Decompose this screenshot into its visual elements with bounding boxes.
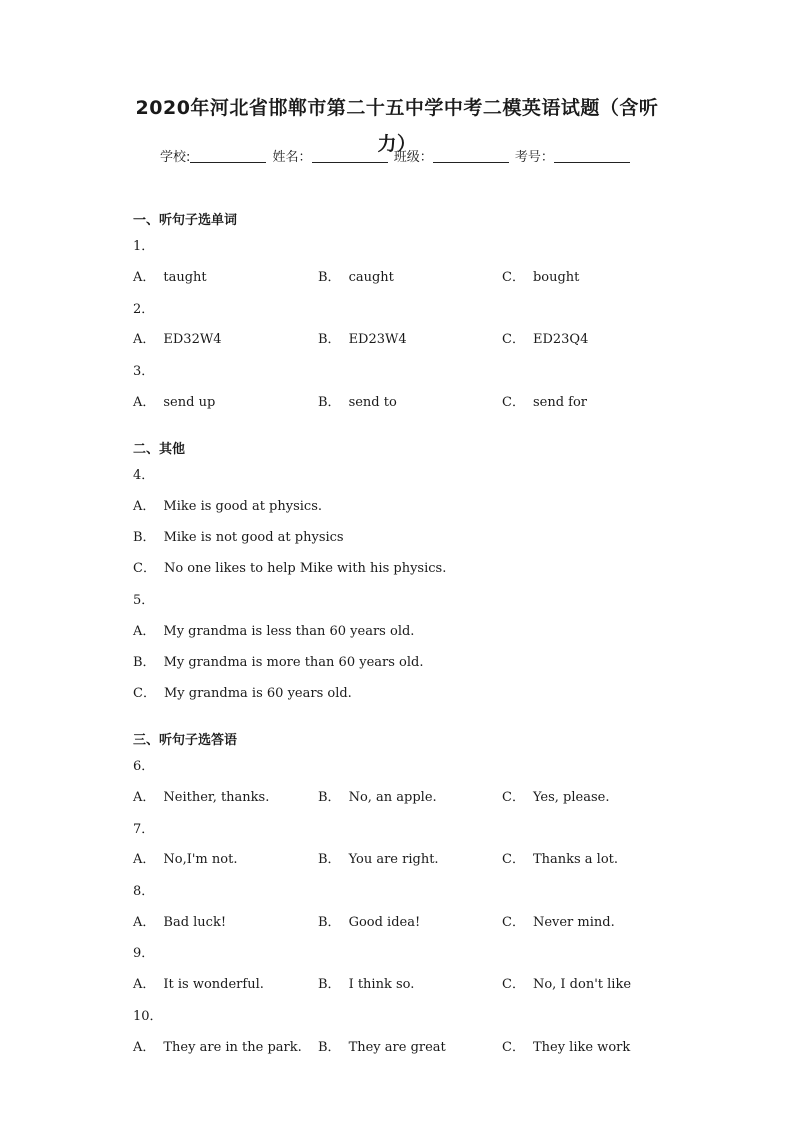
student-info-row [160, 146, 632, 165]
title-line-2: 力） [377, 133, 417, 155]
option-b [318, 911, 420, 930]
option-text: send up [163, 395, 216, 410]
option-letter: C． [502, 790, 525, 805]
option-b [318, 266, 394, 285]
option-letter: C． [502, 332, 525, 347]
option-text: Good idea! [348, 915, 421, 930]
option-a [133, 911, 226, 930]
option-text: Never mind. [532, 915, 615, 930]
question-number: 7． [133, 822, 155, 837]
option-letter: B． [318, 1040, 341, 1055]
option-text: No, I don't like [532, 977, 632, 992]
option-text: No, an apple. [348, 790, 437, 805]
option-a [133, 973, 264, 992]
option-text: Bad luck! [163, 915, 227, 930]
option-c [502, 328, 588, 347]
option-a [133, 786, 269, 805]
section-title: 二、其他 [133, 442, 186, 457]
option-letter: A． [133, 499, 156, 514]
option-b [318, 1036, 446, 1055]
option-letter: C． [133, 686, 156, 701]
option-text: No,I'm not. [163, 852, 238, 867]
question-number: 1． [133, 239, 155, 254]
option-text: taught [163, 270, 207, 285]
question-number: 2． [133, 302, 155, 317]
option-letter: A． [133, 270, 156, 285]
option-text: send to [348, 395, 397, 410]
option-letter: B． [133, 530, 156, 545]
option-b [133, 526, 344, 545]
option-c [502, 391, 587, 410]
option-letter: B． [133, 655, 156, 670]
option-text: ED23W4 [348, 332, 407, 347]
option-text: caught [348, 270, 394, 285]
option-letter: A． [133, 790, 156, 805]
name-blank[interactable] [312, 162, 388, 163]
section-title: 三、听句子选答语 [133, 733, 238, 748]
option-text: ED32W4 [163, 332, 222, 347]
question-number: 4． [133, 468, 155, 483]
option-a [133, 266, 207, 285]
option-text: My grandma is 60 years old. [163, 686, 352, 701]
option-text: Mike is good at physics. [163, 499, 323, 514]
option-text: Yes, please. [532, 790, 610, 805]
option-b [318, 973, 414, 992]
option-c [133, 682, 352, 701]
question-number: 6． [133, 759, 155, 774]
option-text: My grandma is more than 60 years old. [163, 655, 424, 670]
option-c [502, 848, 618, 867]
option-letter: A． [133, 1040, 156, 1055]
question-number: 3． [133, 364, 155, 379]
section-title: 一、听句子选单词 [133, 213, 238, 228]
option-a [133, 848, 237, 867]
option-c [502, 266, 579, 285]
option-text: Neither, thanks. [163, 790, 270, 805]
option-c [502, 786, 609, 805]
option-text: bought [532, 270, 580, 285]
option-letter: C． [502, 395, 525, 410]
option-letter: B． [318, 395, 341, 410]
option-text: ED23Q4 [532, 332, 589, 347]
option-text: They are great [348, 1040, 446, 1055]
option-letter: A． [133, 852, 156, 867]
name-label: 姓名： [272, 150, 312, 165]
option-b [133, 651, 423, 670]
option-letter: B． [318, 332, 341, 347]
option-c [502, 1036, 630, 1055]
option-b [318, 786, 437, 805]
question-number: 5． [133, 593, 155, 608]
option-letter: B． [318, 977, 341, 992]
question-number: 9． [133, 946, 155, 961]
option-letter: C． [502, 270, 525, 285]
school-blank[interactable] [190, 162, 266, 163]
question-number: 10． [133, 1009, 163, 1024]
option-a [133, 328, 221, 347]
question-number: 8． [133, 884, 155, 899]
option-letter: A． [133, 915, 156, 930]
option-b [318, 328, 407, 347]
exam-number-label: 考号： [514, 150, 554, 165]
option-letter: A． [133, 332, 156, 347]
option-a [133, 391, 215, 410]
option-letter: C． [502, 852, 525, 867]
option-text: They are in the park. [163, 1040, 302, 1055]
option-letter: B． [318, 852, 341, 867]
option-letter: C． [502, 915, 525, 930]
option-letter: C． [502, 977, 525, 992]
option-text: I think so. [348, 977, 415, 992]
option-text: You are right. [348, 852, 439, 867]
option-c [502, 911, 615, 930]
option-c [502, 973, 631, 992]
option-letter: C． [133, 561, 156, 576]
class-label: 班级： [393, 150, 433, 165]
option-text: send for [532, 395, 587, 410]
option-b [318, 848, 439, 867]
option-text: Thanks a lot. [532, 852, 619, 867]
school-label: 学校: [160, 150, 191, 165]
option-a [133, 1036, 302, 1055]
option-text: My grandma is less than 60 years old. [163, 624, 415, 639]
option-letter: B． [318, 270, 341, 285]
option-a [133, 620, 414, 639]
option-c [133, 557, 446, 576]
option-text: No one likes to help Mike with his physics. [163, 561, 447, 576]
option-text: It is wonderful. [163, 977, 264, 992]
title-line-1: 2020年河北省邯郸市第二十五中学中考二模英语试题（含听 [135, 97, 659, 119]
option-letter: A． [133, 624, 156, 639]
option-letter: B． [318, 915, 341, 930]
option-a [133, 495, 322, 514]
class-blank[interactable] [433, 162, 509, 163]
option-b [318, 391, 397, 410]
option-letter: A． [133, 977, 156, 992]
option-text: They like work [532, 1040, 631, 1055]
option-letter: A． [133, 395, 156, 410]
option-letter: C． [502, 1040, 525, 1055]
option-letter: B． [318, 790, 341, 805]
option-text: Mike is not good at physics [163, 530, 344, 545]
exam-number-blank[interactable] [554, 162, 630, 163]
